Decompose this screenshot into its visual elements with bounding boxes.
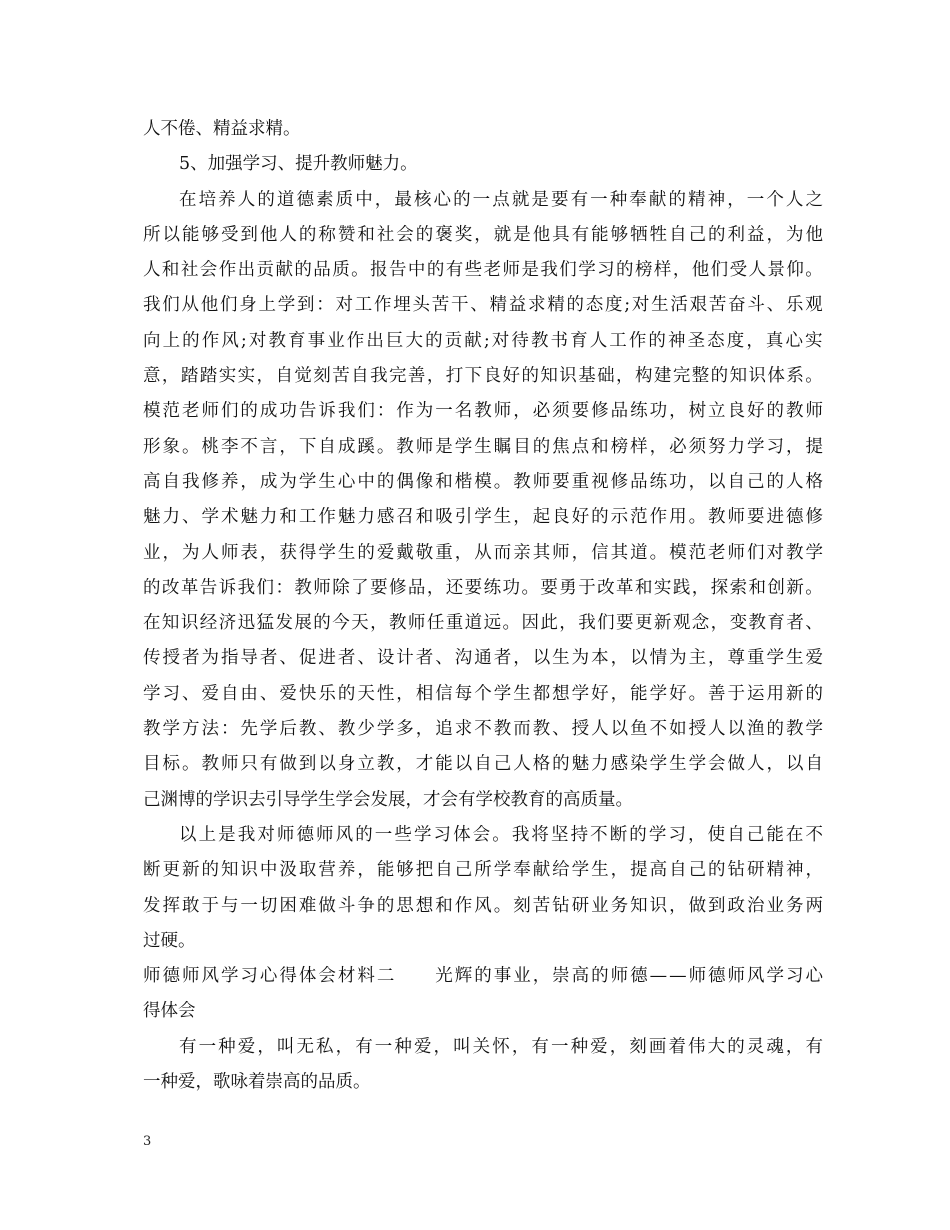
- page-number: 3: [143, 1134, 152, 1149]
- text-line: 高 自 我 修 养 ， 成 为 学 生 心 中 的 偶 像 和 楷 模 。 教 师 要 重 视 修 品 练 功 ， 以 自 己 的 人 格: [143, 471, 823, 492]
- text-line: 得体会: [143, 1001, 196, 1022]
- text-line: 魅 力 、 学 术 魅 力 和 工 作 魅 力 感 召 和 吸 引 学 生 ， 起 良 好 的 示 范 作 用 。 教 师 要 进 德 修: [143, 507, 823, 528]
- text-line: 业 ， 为 人 师 表 ， 获 得 学 生 的 爱 戴 敬 重 ， 从 而 亲 其 师 ， 信 其 道 。 模 范 老 师 们 对 教 学: [143, 542, 823, 563]
- document-body: [143, 112, 823, 1100]
- text-line: 形 象 。 桃 李 不 言 ， 下 自 成 蹊 。 教 师 是 学 生 瞩 目 的 焦 点 和 榜 样 ， 必 须 努 力 学 习 ， 提: [143, 436, 823, 457]
- text-line: 教 学 方 法 ： 先 学 后 教 、 教 少 学 多 ， 追 求 不 教 而 教 、 授 人 以 鱼 不 如 授 人 以 渔 的 教 学: [143, 719, 823, 740]
- text-line: 所 以 能 够 受 到 他 人 的 称 赞 和 社 会 的 褒 奖 ， 就 是 他 具 有 能 够 牺 牲 自 己 的 利 益 ， 为 他: [143, 224, 823, 245]
- text-line: 传 授 者 为 指 导 者 、 促 进 者 、 设 计 者 、 沟 通 者 ， 以 生 为 本 ， 以 情 为 主 ， 尊 重 学 生 爱: [143, 648, 823, 669]
- text-line: 以 上 是 我 对 师 德 师 风 的 一 些 学 习 体 会 。 我 将 坚 持 不 断 的 学 习 ， 使 自 己 能 在 不: [179, 824, 823, 845]
- text-line: 人不倦、精益求精。: [143, 119, 301, 139]
- text-line: 有 一 种 爱 ， 叫 无 私 ， 有 一 种 爱 ， 叫 关 怀 ， 有 一 种 爱 ， 刻 画 着 伟 大 的 灵 魂 ， 有: [179, 1036, 823, 1057]
- text-line: 5、加强学习、提升教师魅力。: [179, 154, 418, 175]
- text-line: 一种爱，歌咏着崇高的品质。: [143, 1072, 371, 1093]
- text-line: 在 培 养 人 的 道 德 素 质 中 ， 最 核 心 的 一 点 就 是 要 有 一 种 奉 献 的 精 神 ， 一 个 人 之: [179, 189, 823, 210]
- text-line: 的 改 革 告 诉 我 们 ： 教 师 除 了 要 修 品 ， 还 要 练 功 。 要 勇 于 改 革 和 实 践 ， 探 索 和 创 新 。: [143, 577, 823, 598]
- text-line: 断 更 新 的 知 识 中 汲 取 营 养 ， 能 够 把 自 己 所 学 奉 献 给 学 生 ， 提 高 自 己 的 钻 研 精 神 ，: [143, 860, 823, 881]
- text-line: 过硬。: [143, 930, 196, 951]
- text-line: 目 标 。 教 师 只 有 做 到 以 身 立 教 ， 才 能 以 自 己 人 格 的 魅 力 感 染 学 生 学 会 做 人 ， 以 自: [143, 754, 823, 775]
- text-line: 模 范 老 师 们 的 成 功 告 诉 我 们 ： 作 为 一 名 教 师 ， 必 须 要 修 品 练 功 ， 树 立 良 好 的 教 师: [143, 401, 823, 422]
- text-line: 学 习 、 爱 自 由 、 爱 快 乐 的 天 性 ， 相 信 每 个 学 生 都 想 学 好 ， 能 学 好 。 善 于 运 用 新 的: [143, 683, 823, 704]
- text-line: 向 上 的 作 风 ; 对 教 育 事 业 作 出 巨 大 的 贡 献 ; 对 待 教 书 育 人 工 作 的 神 圣 态 度 ， 真 心 实: [143, 330, 823, 351]
- text-line: 己渊博的学识去引导学生学会发展，才会有学校教育的高质量。: [143, 789, 633, 810]
- text-line: 在 知 识 经 济 迅 猛 发 展 的 今 天 ， 教 师 任 重 道 远 。 因 此 ， 我 们 要 更 新 观 念 ， 变 教 育 者 、: [143, 613, 823, 634]
- text-line: 意 ， 踏 踏 实 实 ， 自 觉 刻 苦 自 我 完 善 ， 打 下 良 好 的 知 识 基 础 ， 构 建 完 整 的 知 识 体 系 。: [143, 366, 823, 387]
- text-line: 人 和 社 会 作 出 贡 献 的 品 质 。 报 告 中 的 有 些 老 师 是 我 们 学 习 的 榜 样 ， 他 们 受 人 景 仰 。: [143, 260, 823, 281]
- text-line: 我 们 从 他 们 身 上 学 到 ： 对 工 作 埋 头 苦 干 、 精 益 求 精 的 态 度 ; 对 生 活 艰 苦 奋 斗 、 乐 观: [143, 295, 823, 316]
- text-line: 发 挥 敢 于 与 一 切 困 难 做 斗 争 的 思 想 和 作 风 。 刻 苦 钻 研 业 务 知 识 ， 做 到 政 治 业 务 两: [143, 895, 823, 916]
- text-line: 师 德 师 风 学 习 心 得 体 会 材 料 二 光 辉 的 事 业 ， 崇 高 的 师 德 — — 师 德 师 风 学 习 心: [143, 966, 823, 987]
